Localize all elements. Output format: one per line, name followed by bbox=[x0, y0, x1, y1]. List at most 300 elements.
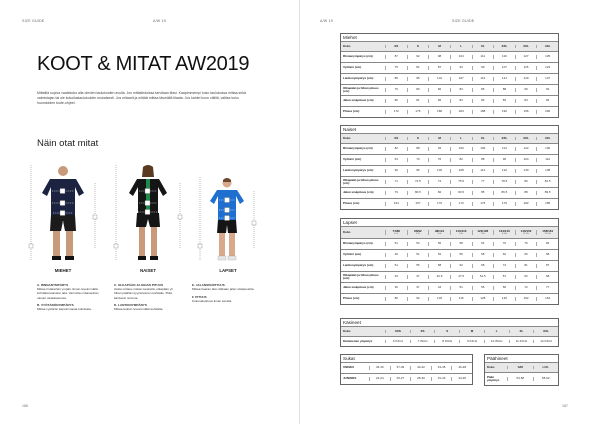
kids-cell: 72 bbox=[515, 286, 537, 289]
socks-table-row bbox=[341, 362, 472, 373]
women-cell: 70 bbox=[407, 158, 429, 161]
kids-cell: 68 bbox=[536, 253, 558, 256]
kids-col-age: 11-12v bbox=[522, 232, 530, 235]
desc-chest-head: A. RINNANYMPÄRYS bbox=[37, 283, 69, 287]
socks-size-table bbox=[340, 354, 473, 385]
kids-cell: 140 bbox=[493, 297, 515, 300]
socks-cell: 40-42 bbox=[410, 366, 431, 369]
men-cell: 81 bbox=[407, 66, 429, 69]
gloves-cell: 9 INCH bbox=[459, 340, 484, 343]
men-col-header: Koko bbox=[343, 44, 351, 48]
kids-cell: 62 bbox=[515, 275, 537, 278]
men-cell: 104 bbox=[450, 55, 472, 58]
men-cell: 83 bbox=[472, 99, 494, 102]
women-row-label: Rinnanympärys (cm) bbox=[343, 147, 373, 151]
kids-cell: 80 bbox=[385, 297, 407, 300]
women-cell: 106 bbox=[472, 147, 494, 150]
kids-col-header bbox=[450, 230, 472, 236]
kids-cell: 51 bbox=[385, 242, 407, 245]
women-size-table bbox=[340, 125, 559, 210]
women-cell: 80 bbox=[515, 180, 537, 183]
kids-cell: 51 bbox=[407, 253, 429, 256]
kids-cell: 62 bbox=[450, 264, 472, 267]
men-cell: 84 bbox=[450, 88, 472, 91]
women-cell: 185 bbox=[536, 202, 558, 205]
kids-cell: 55 bbox=[407, 264, 429, 267]
kids-cell: 66 bbox=[515, 253, 537, 256]
men-col-header: S bbox=[407, 45, 429, 48]
gloves-cell: 11 INCH bbox=[509, 340, 534, 343]
men-col-header: XL bbox=[472, 45, 494, 48]
desc-chest-body: Mittaa rintakehän ympäri rinnan leveimmältä kohdalta kainalon alta. Varmista mittanauhan olevan vaakatasossa. bbox=[37, 287, 99, 300]
women-table-row bbox=[341, 143, 558, 154]
men-row-label: Jalan sisäpituus (cm) bbox=[343, 99, 374, 103]
men-header-row bbox=[341, 41, 558, 51]
kids-cell: 37 bbox=[407, 275, 429, 278]
kids-cell: 58 bbox=[428, 264, 450, 267]
kids-col-header bbox=[428, 230, 450, 236]
caps-size-table bbox=[484, 354, 559, 386]
men-cell: 107 bbox=[450, 77, 472, 80]
kids-cell: 70 bbox=[493, 242, 515, 245]
page-title: KOOT & MITAT AW2019 bbox=[37, 53, 250, 75]
women-col-header: 4XL bbox=[536, 137, 558, 140]
women-cell: 77 bbox=[472, 180, 494, 183]
men-cell: 113 bbox=[472, 77, 494, 80]
women-cell: 72.5 bbox=[407, 180, 429, 183]
men-cell: 135 bbox=[536, 55, 558, 58]
socks-row-label: UNISEX bbox=[343, 365, 355, 370]
gloves-cell: 12 INCH bbox=[533, 340, 558, 343]
desc-inseam-head: E. JALANSISÄPITUUS bbox=[192, 283, 225, 287]
kids-cell: 116 bbox=[450, 297, 472, 300]
socks-cell: 25-27 bbox=[390, 377, 411, 380]
men-caption: Miehet bbox=[343, 35, 357, 40]
measure-heading: Näin otat mitat bbox=[37, 138, 99, 149]
women-cell: 94 bbox=[428, 147, 450, 150]
women-col-header: L bbox=[450, 137, 472, 140]
figure-women bbox=[113, 163, 183, 263]
men-cell: 184 bbox=[450, 110, 472, 113]
women-col-header: M bbox=[428, 137, 450, 140]
gloves-col-header: Koko bbox=[343, 329, 351, 333]
women-cell: 74 bbox=[428, 180, 450, 183]
kids-cell: 56 bbox=[472, 286, 494, 289]
men-row-label: Olkapään ja hihan pituus (cm) bbox=[343, 86, 379, 93]
women-cell: 176 bbox=[472, 202, 494, 205]
men-cell: 83 bbox=[493, 99, 515, 102]
kids-row-label: Rinnanympärys (cm) bbox=[343, 242, 373, 246]
kids-cell: 68 bbox=[472, 264, 494, 267]
kids-col-size: 146/152 bbox=[520, 229, 532, 233]
gloves-col-header: XXS bbox=[385, 330, 410, 333]
kids-col-age: 9-10v bbox=[501, 232, 508, 235]
socks-cell: 43-45 bbox=[431, 366, 452, 369]
men-cell: 123 bbox=[536, 66, 558, 69]
women-cell: 164 bbox=[385, 202, 407, 205]
page-number-left: 186 bbox=[22, 404, 28, 408]
caps-header-row bbox=[485, 362, 558, 372]
men-table-row bbox=[341, 106, 558, 117]
men-cell: 83 bbox=[450, 99, 472, 102]
kids-cell: 52 bbox=[428, 253, 450, 256]
socks-caption: Sukat bbox=[343, 356, 355, 361]
kids-cell: 56 bbox=[428, 242, 450, 245]
men-table-row bbox=[341, 51, 558, 62]
kids-cell: 42.5 bbox=[428, 275, 450, 278]
men-cell: 98 bbox=[428, 55, 450, 58]
men-row-label: Vyötärö (cm) bbox=[343, 66, 362, 70]
kids-cell: 87 bbox=[536, 264, 558, 267]
gloves-col-header: XXL bbox=[533, 330, 558, 333]
women-cell: 78.5 bbox=[493, 180, 515, 183]
kids-col-size: 122/128 bbox=[477, 229, 489, 233]
gloves-cell: 7 INCH bbox=[410, 340, 435, 343]
kids-cell: 57 bbox=[493, 275, 515, 278]
kids-table-row bbox=[341, 293, 558, 304]
women-cell: 100 bbox=[450, 147, 472, 150]
kids-cell: 30 bbox=[385, 286, 407, 289]
kids-cell: 62 bbox=[493, 253, 515, 256]
header-season-right: A/W 19 bbox=[320, 19, 333, 23]
kids-cell: 58 bbox=[450, 242, 472, 245]
desc-height-head: F. PITUUS bbox=[192, 294, 207, 299]
kids-col-size: 134/140 bbox=[499, 229, 510, 233]
women-cell: 76 bbox=[428, 158, 450, 161]
caps-col-header: Koko bbox=[487, 364, 495, 369]
men-cell: 92 bbox=[407, 55, 429, 58]
men-cell: 79 bbox=[385, 88, 407, 91]
kids-cell: 33 bbox=[385, 275, 407, 278]
women-cell: 182 bbox=[515, 202, 537, 205]
kids-cell: 104 bbox=[428, 297, 450, 300]
kids-col-age: 5-6v bbox=[459, 232, 464, 235]
socks-cell: 46-48 bbox=[451, 366, 472, 369]
desc-sleeve-body: Aloita mittaus niskan keskeltä, olkapään yli hihan päähän kyynärvarren kohdalle. Pidä käsivarsi rentona. bbox=[114, 287, 173, 300]
figure-label-kids: LAPSET bbox=[219, 268, 237, 273]
kids-cell: 54 bbox=[407, 242, 429, 245]
gloves-col-header: M bbox=[459, 330, 484, 333]
women-cell: 114 bbox=[493, 147, 515, 150]
men-cell: 87 bbox=[385, 55, 407, 58]
gloves-row-label: Kämmenen ympärys bbox=[343, 339, 373, 343]
kids-row-label: Jalan sisäpituus (cm) bbox=[343, 286, 374, 290]
men-cell: 129 bbox=[515, 77, 537, 80]
kids-row-label: Vyötärö (cm) bbox=[343, 253, 362, 257]
women-cell: 122 bbox=[515, 147, 537, 150]
men-col-header: L bbox=[450, 45, 472, 48]
caps-cell: 54-58 bbox=[507, 377, 533, 380]
men-table-row bbox=[341, 84, 558, 95]
women-table-row bbox=[341, 165, 558, 176]
kids-col-size: Koko bbox=[343, 230, 351, 234]
men-row-label: Pituus (cm) bbox=[343, 110, 360, 114]
women-row-label: Vyötärö (cm) bbox=[343, 158, 362, 162]
men-cell: 176 bbox=[407, 110, 429, 113]
desc-inseam-body: Mittaa haaran alta nilkkaan jalan sisäpuolelta. bbox=[192, 287, 255, 292]
women-cell: 112 bbox=[536, 158, 558, 161]
kids-col-age: 13-14v bbox=[544, 232, 551, 235]
kids-row-label: Olkapään ja hihan pituus (cm) bbox=[343, 273, 379, 280]
gloves-table-row bbox=[341, 336, 558, 346]
women-row-label: Lantionympärys (cm) bbox=[343, 169, 374, 173]
women-cell: 170 bbox=[428, 202, 450, 205]
kids-table-row bbox=[341, 238, 558, 249]
kids-size-table bbox=[340, 218, 559, 305]
socks-cell: 37-39 bbox=[390, 366, 411, 369]
women-cell: 64 bbox=[385, 158, 407, 161]
women-col-header: XXL bbox=[493, 137, 515, 140]
kids-cell: 37 bbox=[407, 286, 429, 289]
kids-cell: 51.5 bbox=[472, 275, 494, 278]
men-cell: 80 bbox=[385, 99, 407, 102]
women-col-header: 3XL bbox=[515, 137, 537, 140]
measure-desc-col1 bbox=[37, 283, 101, 315]
men-cell: 92 bbox=[536, 88, 558, 91]
header-season: A/W 19 bbox=[153, 19, 166, 23]
women-cell: 167 bbox=[407, 202, 429, 205]
desc-height-body: Kokonaispituus ilman kenkiä. bbox=[192, 298, 232, 303]
kids-cell: 49 bbox=[385, 253, 407, 256]
men-cell: 86 bbox=[472, 88, 494, 91]
kids-table-row bbox=[341, 282, 558, 293]
gloves-caption: Käsineet bbox=[343, 320, 361, 325]
kids-row-label: Lantionympärys (cm) bbox=[343, 264, 374, 268]
women-cell: 179 bbox=[493, 202, 515, 205]
men-col-header: XXL bbox=[493, 45, 515, 48]
socks-row-label: JUNIORS bbox=[343, 376, 357, 381]
men-size-table bbox=[340, 33, 559, 118]
gloves-cell: 10 INCH bbox=[484, 340, 509, 343]
women-cell: 90 bbox=[385, 169, 407, 172]
gloves-col-header: XS bbox=[410, 330, 435, 333]
women-cell: 88 bbox=[515, 191, 537, 194]
kids-cell: 66 bbox=[493, 286, 515, 289]
kids-cell: 81 bbox=[515, 264, 537, 267]
men-cell: 101 bbox=[428, 77, 450, 80]
kids-cell: 58 bbox=[472, 253, 494, 256]
men-cell: 196 bbox=[515, 110, 537, 113]
kids-col-age: 1-2v bbox=[394, 232, 399, 235]
women-cell: 122 bbox=[493, 169, 515, 172]
men-col-header: XS bbox=[385, 45, 407, 48]
men-table-row bbox=[341, 95, 558, 106]
intro-text: Mittatilä sopiva vaatekoko alla olevien taulukoiden avulla. Jos mittatiedoissa tarvitaan tilasi. Kaapimmempi koko taulukossa mittaa sekä valmistajan tai ole kokoilustaulukoiden mukaisesti. Jos mitaarit ja mitäät mittaa täsmällä tilaata. Jos kahtei koon välillä, valitse koko huomioiden tuote-ohjeet. bbox=[37, 91, 246, 106]
kids-col-size: 86/92 bbox=[414, 229, 422, 233]
figure-men bbox=[28, 163, 98, 263]
kids-table-row bbox=[341, 271, 558, 282]
women-col-header: Koko bbox=[343, 136, 351, 140]
kids-model-illustration bbox=[196, 163, 258, 263]
men-cell: 81 bbox=[407, 99, 429, 102]
socks-cell: 34-36 bbox=[369, 366, 390, 369]
desc-sleeve-head: C. OLKAPÄÄN JA HIHAN PITUUS bbox=[114, 283, 164, 287]
women-caption: Naiset bbox=[343, 127, 357, 132]
women-cell: 114 bbox=[472, 169, 494, 172]
women-row-label: Jalan sisäpituus (cm) bbox=[343, 191, 374, 195]
women-cell: 89.5 bbox=[536, 191, 558, 194]
men-cell: 121 bbox=[493, 77, 515, 80]
women-model-illustration bbox=[113, 163, 183, 263]
women-table-row bbox=[341, 176, 558, 187]
kids-col-header bbox=[385, 230, 407, 236]
page-number-right: 187 bbox=[562, 404, 568, 408]
men-cell: 180 bbox=[428, 110, 450, 113]
men-cell: 137 bbox=[536, 77, 558, 80]
desc-hip-head: D. LANTIONYMPÄRYS bbox=[114, 303, 147, 307]
men-cell: 107 bbox=[493, 66, 515, 69]
men-model-illustration bbox=[28, 163, 98, 263]
women-cell: 102 bbox=[428, 169, 450, 172]
kids-caption: Lapset bbox=[343, 220, 357, 225]
kids-cell: 164 bbox=[536, 297, 558, 300]
women-cell: 71 bbox=[385, 180, 407, 183]
kids-cell: 51 bbox=[385, 264, 407, 267]
women-cell: 79 bbox=[385, 191, 407, 194]
kids-col-header bbox=[407, 230, 429, 236]
women-table-row bbox=[341, 187, 558, 198]
women-col-header: S bbox=[407, 137, 429, 140]
desc-waist-body: Mittaa vyötärön kapeimmasta kohdasta. bbox=[37, 307, 92, 312]
kids-cell: 51 bbox=[450, 286, 472, 289]
kids-header-row bbox=[341, 226, 558, 238]
women-col-header: XL bbox=[472, 137, 494, 140]
measure-desc-col2 bbox=[114, 283, 178, 315]
women-cell: 96 bbox=[493, 158, 515, 161]
men-cell: 88 bbox=[493, 88, 515, 91]
men-cell: 90 bbox=[515, 88, 537, 91]
gloves-col-header: S bbox=[434, 330, 459, 333]
kids-cell: 128 bbox=[472, 297, 494, 300]
men-col-header: M bbox=[428, 45, 450, 48]
kids-cell: 77 bbox=[536, 286, 558, 289]
men-row-label: Rinnanympärys (cm) bbox=[343, 55, 373, 59]
kids-col-header bbox=[515, 230, 537, 236]
kids-cell: 74 bbox=[493, 264, 515, 267]
kids-col-age: 7-8v bbox=[480, 232, 485, 235]
women-table-row bbox=[341, 198, 558, 209]
socks-cell: 28-30 bbox=[410, 377, 431, 380]
desc-waist-head: B. VYÖTÄRÖNYMPÄRYS bbox=[37, 303, 74, 307]
kids-cell: 44 bbox=[428, 286, 450, 289]
socks-cell: 31-33 bbox=[431, 377, 452, 380]
men-cell: 99 bbox=[472, 66, 494, 69]
women-cell: 88 bbox=[407, 147, 429, 150]
desc-hip-body: Mittaa lantion leveimmältä kohdalta. bbox=[114, 307, 164, 312]
kids-table-row bbox=[341, 249, 558, 260]
men-cell: 84 bbox=[536, 99, 558, 102]
men-cell: 82 bbox=[428, 99, 450, 102]
women-cell: 83.5 bbox=[450, 191, 472, 194]
women-cell: 82 bbox=[385, 147, 407, 150]
women-cell: 82 bbox=[428, 191, 450, 194]
women-table-row bbox=[341, 154, 558, 165]
caps-row-label: Pään ympärys bbox=[487, 374, 500, 382]
figure-label-men: MIEHET bbox=[54, 268, 72, 273]
men-cell: 84 bbox=[515, 99, 537, 102]
kids-col-header bbox=[536, 230, 558, 236]
gloves-col-header: XL bbox=[509, 330, 534, 333]
kids-cell: 68 bbox=[536, 275, 558, 278]
kids-col-header bbox=[493, 230, 515, 236]
kids-cell: 47.5 bbox=[450, 275, 472, 278]
men-cell: 111 bbox=[472, 55, 494, 58]
women-cell: 138 bbox=[536, 169, 558, 172]
gloves-size-table bbox=[340, 318, 559, 347]
kids-cell: 82 bbox=[536, 242, 558, 245]
men-cell: 93 bbox=[450, 66, 472, 69]
kids-col-header bbox=[472, 230, 494, 236]
women-cell: 130 bbox=[515, 169, 537, 172]
women-col-header: XS bbox=[385, 137, 407, 140]
women-cell: 75.5 bbox=[450, 180, 472, 183]
gloves-cell: 8 INCH bbox=[434, 340, 459, 343]
measure-desc-col3 bbox=[192, 283, 256, 306]
women-cell: 173 bbox=[450, 202, 472, 205]
gloves-col-header: L bbox=[484, 330, 509, 333]
kids-cell: 92 bbox=[407, 297, 429, 300]
men-cell: 75 bbox=[385, 66, 407, 69]
women-cell: 96 bbox=[407, 169, 429, 172]
men-cell: 80 bbox=[407, 88, 429, 91]
women-header-row bbox=[341, 133, 558, 143]
kids-col-header bbox=[341, 231, 385, 234]
kids-col-size: 98/104 bbox=[434, 229, 445, 233]
gloves-header-row bbox=[341, 326, 558, 336]
women-cell: 86.5 bbox=[493, 191, 515, 194]
men-cell: 188 bbox=[472, 110, 494, 113]
men-col-header: 4XL bbox=[536, 45, 558, 48]
men-col-header: 3XL bbox=[515, 45, 537, 48]
caps-cell: 58-62 bbox=[533, 377, 559, 380]
header-right: SIZE GUIDE bbox=[452, 19, 475, 23]
kids-col-size: 110/116 bbox=[455, 229, 467, 233]
women-cell: 85 bbox=[472, 191, 494, 194]
kids-col-size: 158/164 bbox=[542, 229, 554, 233]
kids-col-age: 2-3v bbox=[415, 232, 420, 235]
men-cell: 192 bbox=[493, 110, 515, 113]
men-cell: 115 bbox=[515, 66, 537, 69]
kids-col-age: 3-4v bbox=[437, 232, 442, 235]
men-cell: 127 bbox=[515, 55, 537, 58]
figure-label-women: NAISET bbox=[139, 268, 157, 273]
figure-kids bbox=[196, 163, 258, 263]
gloves-cell: 6 INCH bbox=[385, 340, 410, 343]
women-cell: 88 bbox=[472, 158, 494, 161]
women-cell: 108 bbox=[450, 169, 472, 172]
men-table-row bbox=[341, 73, 558, 84]
women-cell: 80.5 bbox=[407, 191, 429, 194]
men-cell: 82 bbox=[428, 88, 450, 91]
socks-cell: 22-24 bbox=[369, 377, 390, 380]
kids-cell: 64 bbox=[472, 242, 494, 245]
socks-table-row bbox=[341, 373, 472, 384]
kids-cell: 55 bbox=[450, 253, 472, 256]
kids-col-size: 74/80 bbox=[392, 229, 401, 233]
caps-col-header: S/M bbox=[507, 366, 533, 369]
kids-row-label: Pituus (cm) bbox=[343, 297, 360, 301]
men-cell: 89 bbox=[385, 77, 407, 80]
men-table-row bbox=[341, 62, 558, 73]
men-cell: 172 bbox=[385, 110, 407, 113]
men-row-label: Lantionympärys (cm) bbox=[343, 77, 374, 81]
men-cell: 87 bbox=[428, 66, 450, 69]
women-cell: 104 bbox=[515, 158, 537, 161]
kids-cell: 76 bbox=[515, 242, 537, 245]
caps-caption: Päähineet bbox=[487, 356, 508, 361]
men-cell: 119 bbox=[493, 55, 515, 58]
kids-cell: 152 bbox=[515, 297, 537, 300]
